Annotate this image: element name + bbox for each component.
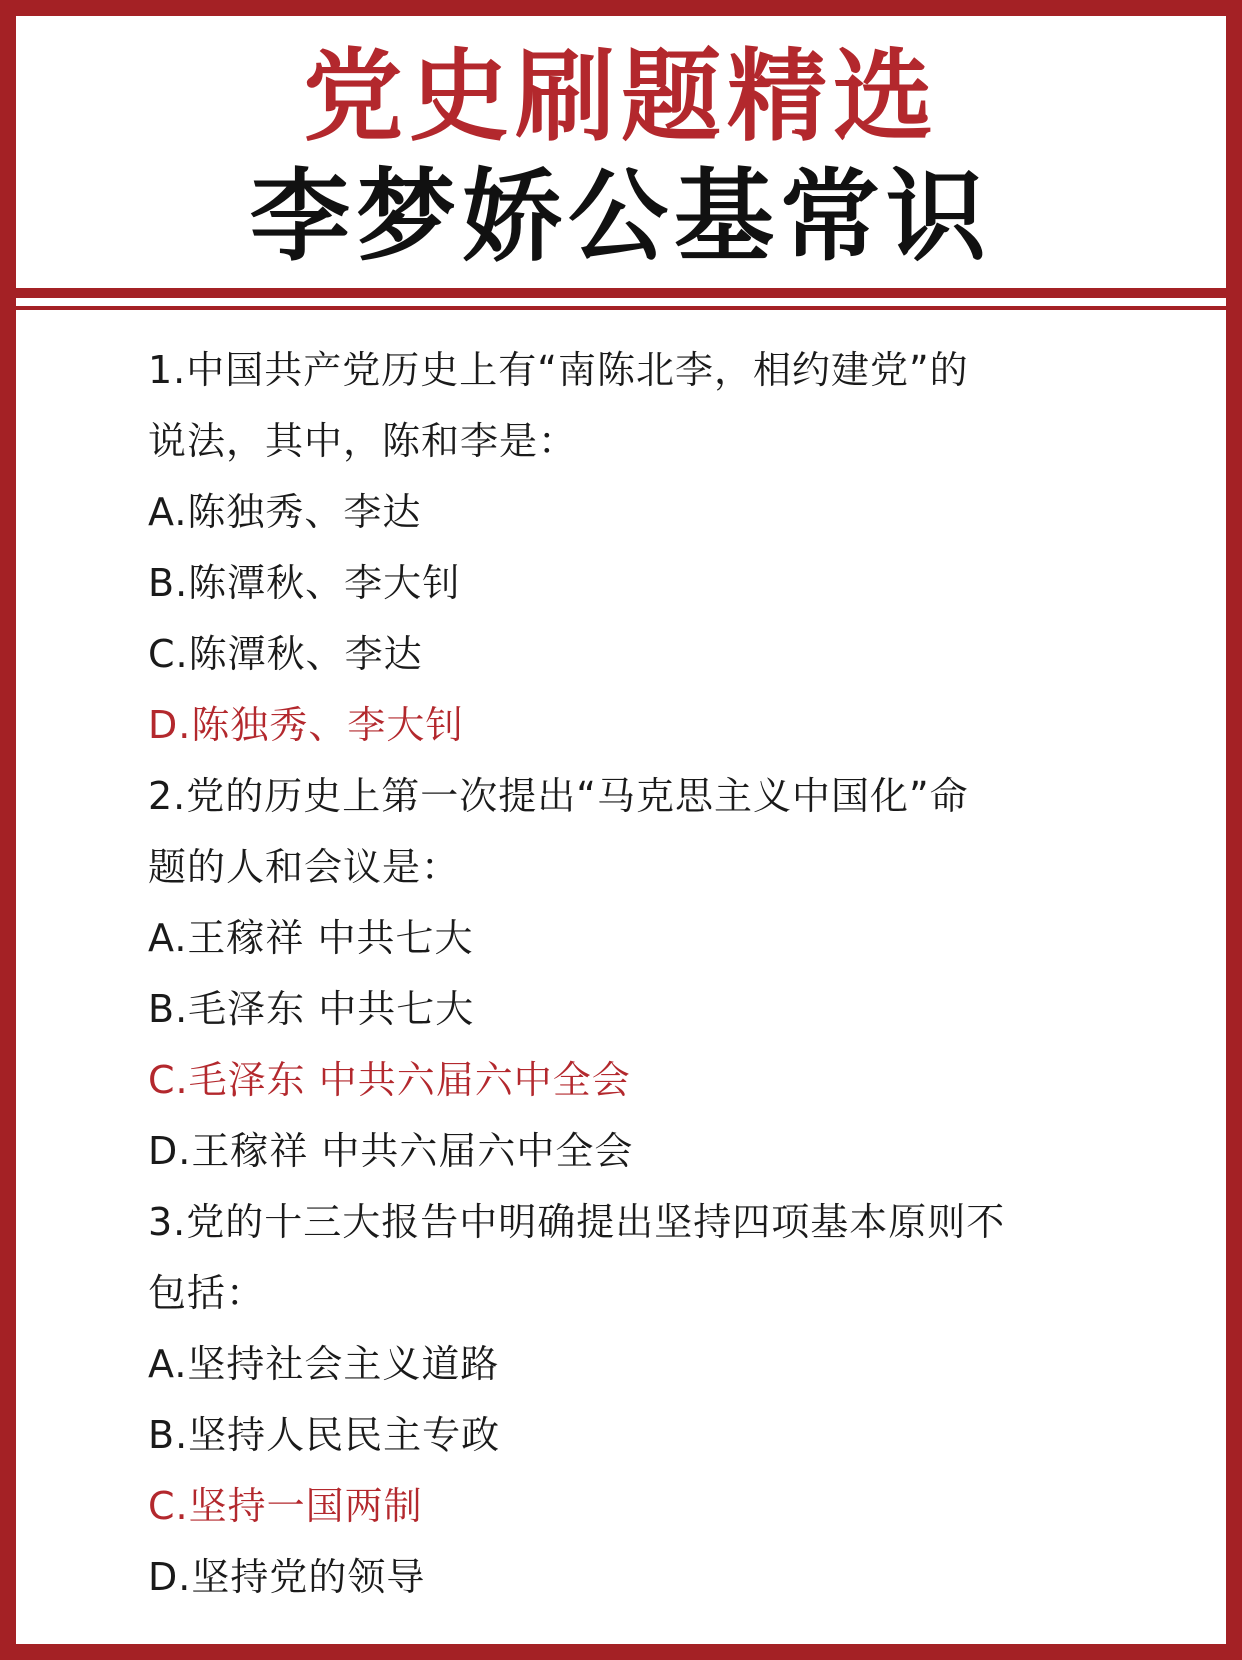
question-2-option-c: C.毛泽东 中共六届六中全会 xyxy=(148,1058,631,1102)
question-2-option-a: A.王稼祥 中共七大 xyxy=(148,916,474,960)
page-subtitle: 李梦娇公基常识 xyxy=(250,158,992,275)
header xyxy=(16,16,1226,288)
question-3-stem-line2: 包括： xyxy=(148,1271,266,1315)
question-2-option-b: B.毛泽东 中共七大 xyxy=(148,987,475,1031)
question-3-option-c: C.坚持一国两制 xyxy=(148,1484,423,1528)
question-1-stem-line2: 说法，其中，陈和李是： xyxy=(148,419,578,463)
question-1-stem-line1: 1.中国共产党历史上有“南陈北李，相约建党”的 xyxy=(148,348,969,392)
question-3-stem-line1: 3.党的十三大报告中明确提出坚持四项基本原则不 xyxy=(148,1200,1006,1244)
question-2-option-d: D.王稼祥 中共六届六中全会 xyxy=(148,1129,634,1173)
question-2-stem-line2: 题的人和会议是： xyxy=(148,845,461,889)
header-divider-thin xyxy=(16,306,1226,310)
header-divider-thick xyxy=(16,288,1226,298)
question-1-option-a: A.陈独秀、李达 xyxy=(148,490,422,534)
question-3-option-b: B.坚持人民民主专政 xyxy=(148,1413,501,1457)
question-1-option-d: D.陈独秀、李大钊 xyxy=(148,703,465,747)
question-list xyxy=(148,335,1108,1613)
question-1-option-b: B.陈潭秋、李大钊 xyxy=(148,561,462,605)
question-2-stem-line1: 2.党的历史上第一次提出“马克思主义中国化”命 xyxy=(148,774,969,818)
question-1-option-c: C.陈潭秋、李达 xyxy=(148,632,423,676)
page-title: 党史刷题精选 xyxy=(303,38,939,155)
question-3-option-d: D.坚持党的领导 xyxy=(148,1555,426,1599)
question-3-option-a: A.坚持社会主义道路 xyxy=(148,1342,500,1386)
